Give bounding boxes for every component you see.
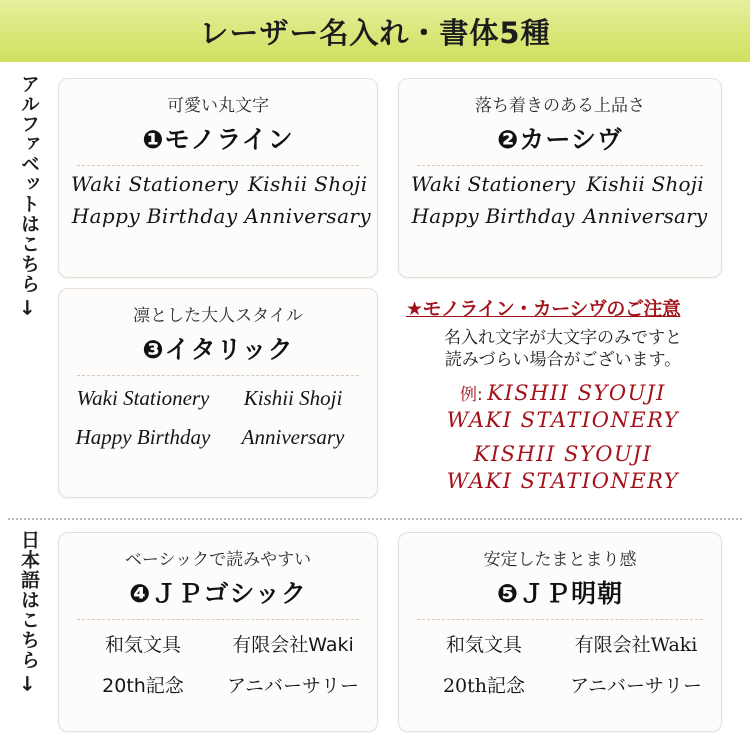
card-rule xyxy=(77,165,359,166)
font-card-italic xyxy=(58,288,378,498)
notice-body xyxy=(406,327,720,372)
font-sample-list xyxy=(71,386,365,450)
font-sample: Kishii Shoji xyxy=(247,172,368,196)
font-sample: 有限会社Waki xyxy=(574,634,698,656)
font-sample-list xyxy=(411,172,709,228)
side-label-alphabet xyxy=(6,74,50,504)
side-label-japanese-text: 日本語はこちら xyxy=(17,530,40,670)
side-label-japanese xyxy=(6,530,50,740)
font-sample: Happy Birthday xyxy=(75,425,211,449)
header-banner xyxy=(0,0,750,62)
example-text: KISHII SYOUJI xyxy=(487,380,666,405)
font-sample: Happy Birthday xyxy=(411,204,575,228)
font-card-jp-mincho xyxy=(398,532,722,732)
font-sample: 和気文具 xyxy=(104,634,181,656)
card-rule xyxy=(77,375,359,376)
font-sample: Kishii Shoji xyxy=(243,386,343,410)
star-icon: ★ xyxy=(406,298,423,320)
font-sample: 有限会社Waki xyxy=(232,634,354,656)
notice-example-cursive xyxy=(406,441,720,495)
card-rule xyxy=(77,619,359,620)
font-card-subtitle: 落ち着きのある上品さ xyxy=(475,96,645,116)
font-sample: 20th記念 xyxy=(102,675,184,697)
arrow-right-icon: → xyxy=(15,299,40,317)
font-sample: Anniversary xyxy=(244,204,372,228)
font-sample-list xyxy=(71,172,372,228)
card-rule xyxy=(417,165,703,166)
font-sample: Waki Stationery xyxy=(76,386,210,410)
font-sample: Kishii Shoji xyxy=(586,172,704,196)
example-label: 例: xyxy=(460,384,483,405)
arrow-right-icon: → xyxy=(15,675,40,693)
font-card-subtitle: 凛とした大人スタイル xyxy=(133,306,303,326)
font-card-subtitle: ベーシックで読みやすい xyxy=(124,550,312,570)
font-card-monoline xyxy=(58,78,378,278)
font-card-subtitle: 安定したまとまり感 xyxy=(483,550,637,570)
card-rule xyxy=(417,619,703,620)
notice-body-line: 名入れ文字が大文字のみですと xyxy=(444,328,682,348)
notice-heading-text: モノライン・カーシヴのご注意 xyxy=(422,298,681,320)
example-text: WAKI STATIONERY xyxy=(446,407,680,432)
font-sample: Happy Birthday xyxy=(71,204,238,228)
notice-example-monoline xyxy=(406,380,720,407)
notice-body-line: 読みづらい場合がございます。 xyxy=(444,350,682,371)
font-card-title: ❹ＪＰゴシック xyxy=(129,579,307,608)
example-text: WAKI STATIONERY xyxy=(446,468,680,493)
font-sample: Anniversary xyxy=(582,204,708,228)
notice-heading xyxy=(406,294,720,321)
font-card-subtitle: 可愛い丸文字 xyxy=(167,96,269,116)
font-card-title: ❺ＪＰ明朝 xyxy=(496,579,624,608)
font-sample-list xyxy=(411,630,709,698)
font-sample: 和気文具 xyxy=(445,634,522,656)
notice-example xyxy=(406,380,720,495)
side-label-alphabet-text: アルファベットはこちら xyxy=(17,74,40,294)
section-divider xyxy=(8,518,742,520)
font-sample: Waki Stationery xyxy=(71,172,239,196)
font-card-title: ❷カーシヴ xyxy=(497,125,623,154)
font-card-cursive xyxy=(398,78,722,278)
font-card-jp-gothic xyxy=(58,532,378,732)
font-sample: アニバーサリー xyxy=(569,675,703,697)
font-sample: アニバーサリー xyxy=(226,675,360,697)
notice-block xyxy=(398,288,728,503)
font-card-title: ❶モノライン xyxy=(142,125,294,154)
font-sample: 20th記念 xyxy=(442,675,526,697)
page-title: レーザー名入れ・書体5種 xyxy=(199,15,551,50)
font-sample: Anniversary xyxy=(241,425,345,449)
font-sample: Waki Stationery xyxy=(411,172,576,196)
example-text: KISHII SYOUJI xyxy=(473,441,653,466)
font-card-title: ❸イタリック xyxy=(142,335,294,364)
font-sample-list xyxy=(71,630,365,698)
